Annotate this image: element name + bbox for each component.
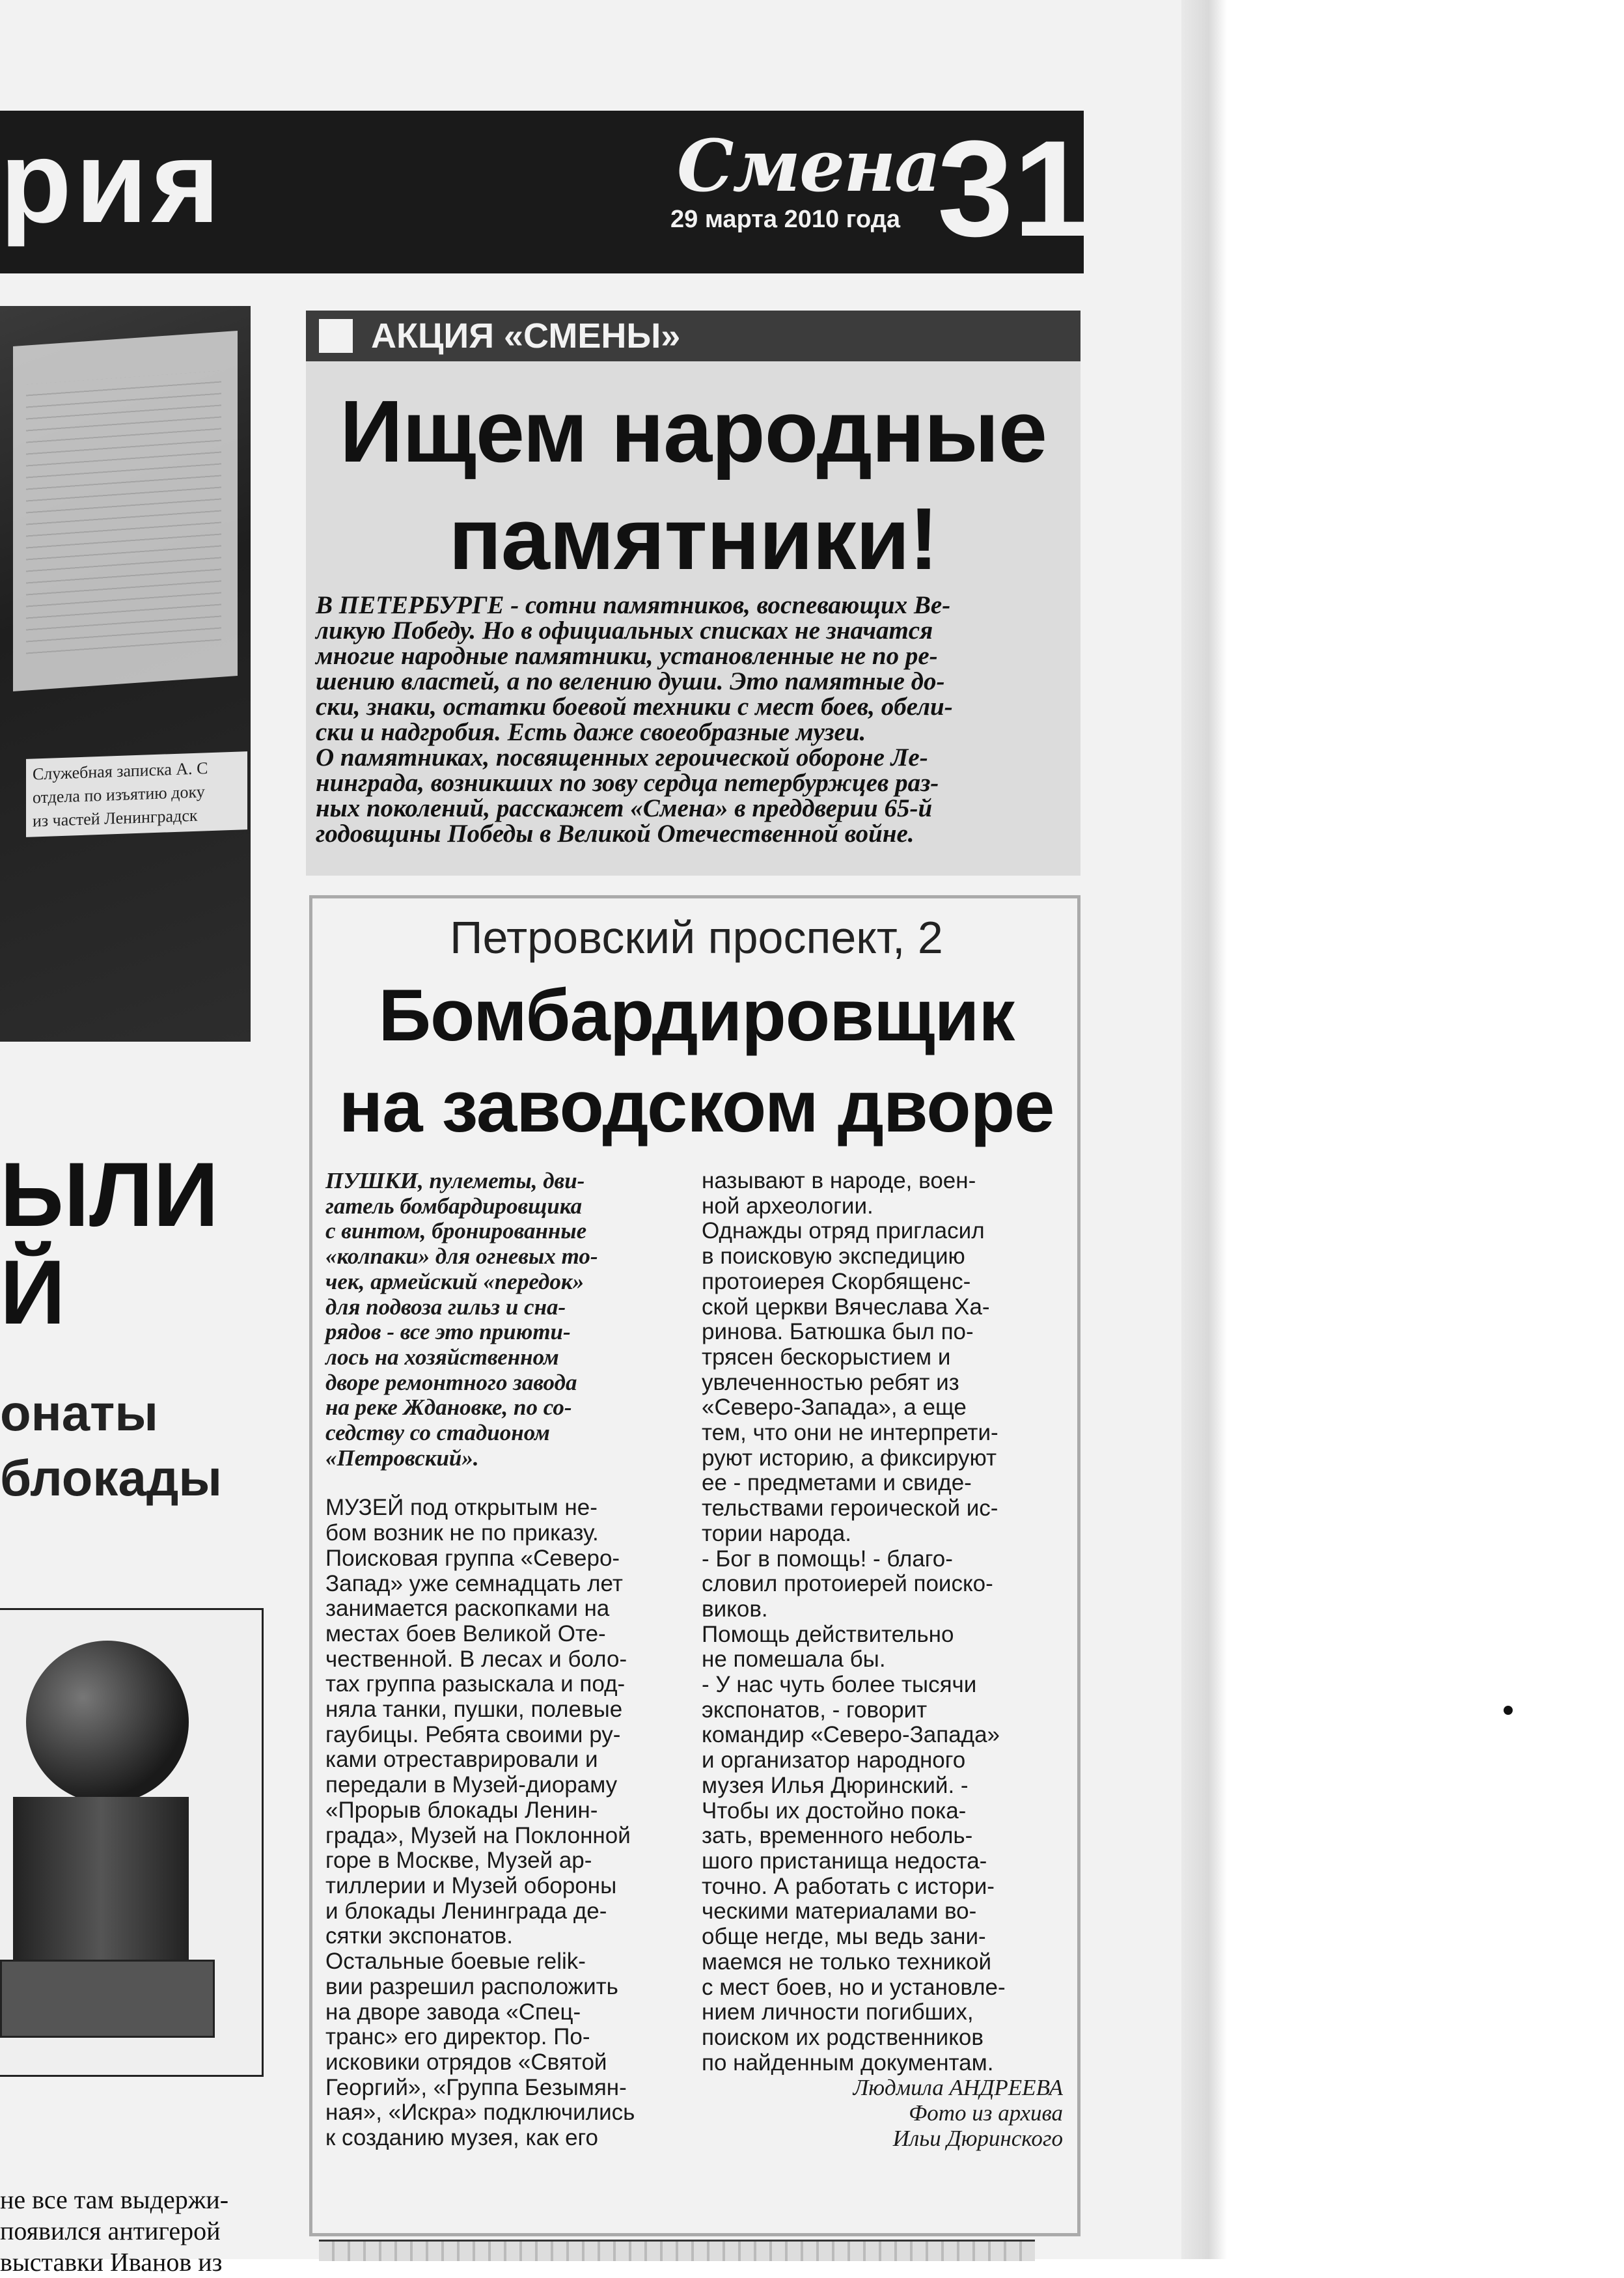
article-column-right (702, 1169, 1063, 2151)
lede-line: для подвоза гильз и сна- (325, 1294, 566, 1320)
adjacent-headline (0, 1143, 260, 1343)
body-line: Чтобы их достойно пока- (702, 1798, 967, 1824)
body-line: местах боев Великой Оте- (325, 1620, 606, 1646)
stamp-base-image (0, 1960, 215, 2038)
article-kicker: Петровский проспект, 2 (450, 912, 943, 963)
lede-line: дворе ремонтного завода (325, 1369, 577, 1395)
lede-line: рядов - все это приюти- (325, 1319, 571, 1345)
body-line: Остальные боевые relik- (325, 1949, 586, 1975)
body-line: маемся не только техникой (702, 1949, 992, 1975)
body-line: ее - предметами и свиде- (702, 1470, 972, 1496)
stamp-handle-image (26, 1641, 189, 1803)
body-line: ринова. Батюшка был по- (702, 1319, 974, 1345)
body-line: нием личности погибших, (702, 1999, 974, 2025)
issue-date: 29 марта 2010 года (670, 206, 900, 233)
body-line: чественной. В лесах и боло- (325, 1646, 627, 1672)
lead-line: нинграда, возникших по зову сердца петербуржцев раз- (316, 769, 939, 797)
adjacent-deck (0, 1380, 260, 1510)
body-line: не помешала бы. (702, 1646, 886, 1673)
body-line: тиллерии и Музей обороны (325, 1872, 617, 1898)
body-line: увлеченностью ребят из (702, 1369, 959, 1395)
body-line: тории народа. (702, 1520, 851, 1546)
document-text-lines (26, 371, 221, 658)
lede-line: ПУШКИ, пулеметы, дви- (325, 1168, 585, 1193)
body-line: к созданию музея, как его (325, 2125, 599, 2151)
headline-line: ЫЛИ (0, 1143, 219, 1245)
lead-paragraph (316, 592, 1071, 846)
page-edge (1181, 0, 1227, 2259)
caption-line: отдела по изъятию доку (33, 782, 205, 807)
body-line: - Бог в помощь! - благо- (702, 1546, 953, 1572)
lede-line: на реке Ждановке, по со- (325, 1395, 572, 1421)
deck-line: онаты (0, 1384, 158, 1441)
headline-line: Й (0, 1241, 66, 1343)
next-article-edge (319, 2240, 1035, 2261)
deck-line: блокады (0, 1449, 222, 1507)
lede-line: с винтом, бронированные (325, 1218, 587, 1244)
body-line: няла танки, пушки, полевые (325, 1697, 623, 1723)
body-line: транс» его директор. По- (325, 2024, 590, 2050)
headline-line: памятники! (448, 490, 938, 588)
text-line: выставки Иванов из (0, 2247, 223, 2277)
body-line: горе в Москве, Музей ар- (325, 1848, 592, 1874)
body-line: и блокады Ленинграда де- (325, 1898, 607, 1924)
newspaper-logo: Смена (677, 124, 940, 208)
headline-line: на заводском дворе (338, 1066, 1054, 1147)
body-line: шого пристанища недоста- (702, 1848, 987, 1874)
body-line: Запад» уже семнадцать лет (325, 1570, 623, 1596)
body-line: экспонатов, - говорит (702, 1697, 928, 1723)
body-line: вии разрешил расположить (325, 1973, 618, 1999)
body-line: и организатор народного (702, 1747, 966, 1773)
article-column-left (325, 1169, 677, 2151)
body-line: музея Илья Дюринский. - (702, 1772, 969, 1798)
lead-line: О памятниках, посвященных героической обороне Ле- (316, 743, 928, 771)
lede-line: седству со стадионом (325, 1420, 550, 1446)
action-label: АКЦИЯ «СМЕНЫ» (371, 316, 681, 355)
headline-line: Ищем народные (340, 382, 1047, 480)
lead-line: многие народные памятники, установленные не по ре- (316, 642, 938, 670)
caption-line: Служебная записка А. С (33, 758, 208, 784)
body-line: словил протоиерей поиско- (702, 1571, 993, 1597)
main-headline (312, 378, 1074, 592)
lede-line: лось на хозяйственном (325, 1344, 559, 1370)
body-line: зать, временного неболь- (702, 1823, 973, 1849)
body-line: ской церкви Вячеслава Ха- (702, 1294, 990, 1320)
lead-line: ски, знаки, остатки боевой техники с мест боев, обели- (316, 693, 953, 721)
body-line: точно. А работать с истори- (702, 1873, 995, 1899)
paragraph-gap (325, 1471, 677, 1495)
body-line: ной археологии. (702, 1193, 874, 1219)
body-line: ная», «Искра» подключились (325, 2100, 635, 2126)
photo-credit-line: Фото из архива (909, 2100, 1063, 2126)
lead-line: ски и надгробия. Есть даже своеобразные музеи. (316, 718, 866, 746)
author-name: Людмила АНДРЕЕВА (853, 2075, 1063, 2101)
body-line: обще негде, мы ведь зани- (702, 1924, 986, 1950)
body-line: поиском их родственников (702, 2024, 984, 2050)
body-line: тельствами героической ис- (702, 1495, 998, 1521)
lede-line: гатель бомбардировщика (325, 1193, 583, 1219)
body-line: командир «Северо-Запада» (702, 1722, 1000, 1748)
body-line: трясен бескорыстием и (702, 1344, 951, 1370)
caption-line: из частей Ленинградск (33, 805, 198, 831)
body-line: ческими материалами во- (702, 1898, 977, 1924)
body-line: называют в народе, воен- (702, 1168, 976, 1193)
lede-line: «Петровский». (325, 1445, 479, 1471)
body-line: Помощь действительно (702, 1621, 954, 1647)
lede-line: «колпаки» для огневых то- (325, 1243, 598, 1270)
headline-line: Бомбардировщик (378, 975, 1015, 1056)
body-line: сятки экспонатов. (325, 1923, 513, 1949)
lead-line: ликую Победу. Но в официальных списках не значатся (316, 617, 933, 645)
lead-line: шению властей, а по велению души. Это памятные до- (316, 667, 945, 695)
body-line: занимается раскопками на (325, 1596, 610, 1622)
photo-credit-line: Ильи Дюринского (892, 2125, 1063, 2151)
body-line: «Прорыв блокады Ленин- (325, 1797, 598, 1823)
text-line: не все там выдержи- (0, 2185, 229, 2214)
body-line: тем, что они не интерпрети- (702, 1420, 998, 1446)
square-bullet-icon (319, 319, 353, 353)
article-headline (312, 970, 1080, 1152)
body-line: бом возник не по приказу. (325, 1520, 599, 1546)
body-line: ками отреставрировали и (325, 1747, 598, 1773)
lede-line: чек, армейский «передок» (325, 1268, 585, 1294)
lead-line: В ПЕТЕРБУРГЕ - сотни памятников, воспевающих Ве- (316, 591, 951, 619)
lead-line: ных поколений, расскажет «Смена» в преддверии 65-й (316, 794, 933, 822)
section-title-partial: рия (0, 117, 224, 247)
lead-line: годовщины Победы в Великой Отечественной войне. (316, 820, 915, 848)
body-line: передали в Музей-диораму (325, 1772, 618, 1798)
photo-caption (26, 751, 247, 837)
body-line: с мест боев, но и установле- (702, 1974, 1006, 2000)
body-line: по найденным документам. (702, 2049, 994, 2076)
body-line: исковики отрядов «Святой (325, 2049, 607, 2075)
body-line: тах группа разыскала и под- (325, 1671, 626, 1697)
body-line: - У нас чуть более тысячи (702, 1672, 977, 1698)
body-line: гаубицы. Ребята своими ру- (325, 1721, 621, 1747)
body-line: на дворе завода «Спец- (325, 1999, 581, 2025)
body-line: Поисковая группа «Северо- (325, 1545, 620, 1571)
body-line: в поисковую экспедицию (702, 1243, 965, 1270)
page-number: 31 (937, 112, 1090, 265)
body-line: протоиерея Скорбященс- (702, 1268, 971, 1294)
adjacent-article-text (0, 2184, 267, 2278)
text-line: появился антигерой (0, 2216, 221, 2245)
scan-speck (1504, 1706, 1513, 1715)
body-line: «Северо-Запада», а еще (702, 1395, 967, 1421)
body-line: града», Музей на Поклонной (325, 1822, 631, 1848)
body-line: МУЗЕЙ под открытым не- (325, 1495, 598, 1521)
body-line: Георгий», «Группа Безымян- (325, 2074, 627, 2100)
body-line: руют историю, а фиксируют (702, 1445, 997, 1471)
body-line: Однажды отряд пригласил (702, 1218, 985, 1244)
body-line: виков. (702, 1596, 768, 1622)
